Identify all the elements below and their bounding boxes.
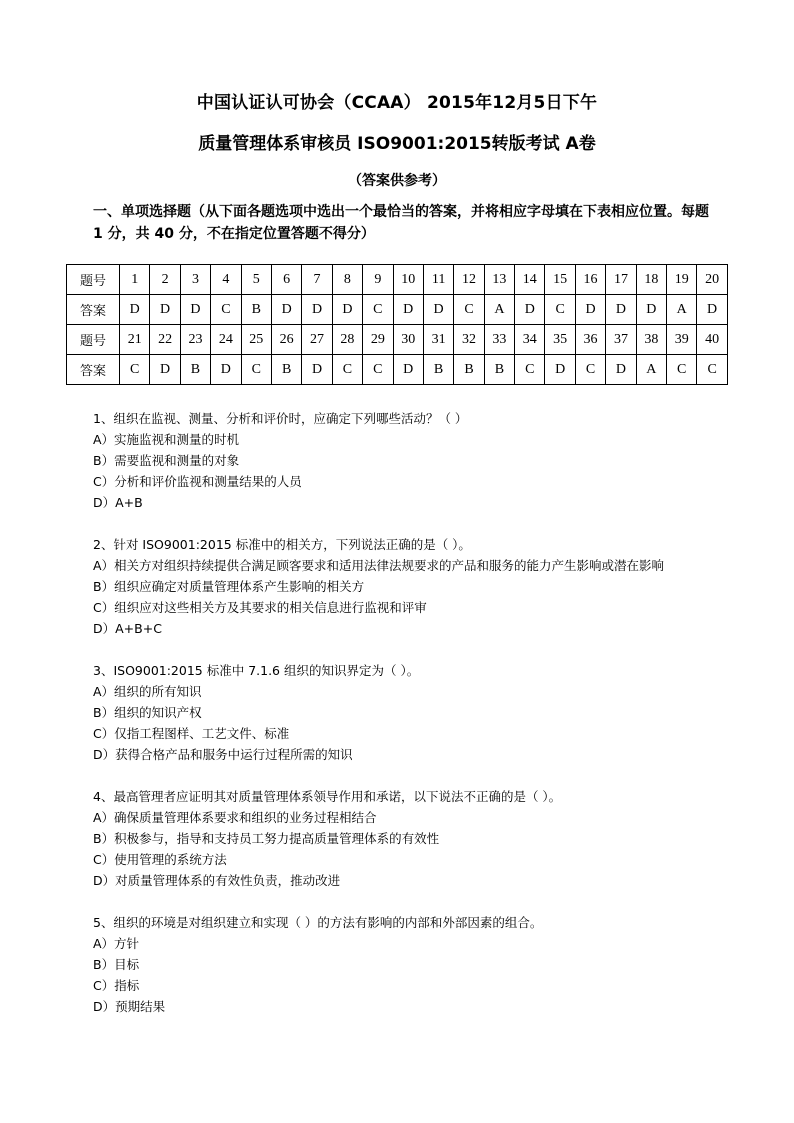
number-cell: 8 <box>332 265 362 295</box>
answer-cell: D <box>636 295 666 325</box>
number-cell: 15 <box>545 265 575 295</box>
answer-cell: B <box>241 295 271 325</box>
question-item <box>93 786 713 891</box>
answer-label-cell: 答案 <box>67 295 120 325</box>
number-cell: 38 <box>636 325 666 355</box>
question-option: C）分析和评价监视和测量结果的人员 <box>93 474 302 489</box>
number-cell: 28 <box>332 325 362 355</box>
number-label-cell: 题号 <box>67 265 120 295</box>
question-list <box>93 408 713 1038</box>
question-option: D）A+B <box>93 495 143 510</box>
number-cell: 19 <box>667 265 697 295</box>
number-cell: 5 <box>241 265 271 295</box>
answer-reference-note: （答案供参考） <box>348 173 446 189</box>
question-option: A）实施监视和测量的时机 <box>93 432 240 447</box>
question-option: B）组织的知识产权 <box>93 705 202 720</box>
exam-title-line2: 质量管理体系审核员 ISO9001:2015转版考试 A卷 <box>198 134 596 154</box>
number-cell: 3 <box>180 265 210 295</box>
number-cell: 37 <box>606 325 636 355</box>
number-cell: 4 <box>211 265 241 295</box>
answer-cell: D <box>423 295 453 325</box>
number-cell: 29 <box>363 325 393 355</box>
number-cell: 21 <box>120 325 150 355</box>
question-option: C）指标 <box>93 978 140 993</box>
question-option: C）组织应对这些相关方及其要求的相关信息进行监视和评审 <box>93 600 427 615</box>
answer-cell: D <box>211 355 241 385</box>
answer-cell: B <box>423 355 453 385</box>
number-cell: 27 <box>302 325 332 355</box>
question-option: A）组织的所有知识 <box>93 684 202 699</box>
question-stem: 2、针对 ISO9001:2015 标准中的相关方，下列说法正确的是（ ）。 <box>93 537 471 552</box>
question-stem: 1、组织在监视、测量、分析和评价时，应确定下列哪些活动？（ ） <box>93 411 468 426</box>
answer-cell: D <box>393 295 423 325</box>
number-cell: 20 <box>697 265 727 295</box>
answer-cell: C <box>211 295 241 325</box>
answer-cell: C <box>515 355 545 385</box>
number-cell: 16 <box>575 265 605 295</box>
answer-cell: D <box>697 295 727 325</box>
answer-cell: C <box>363 355 393 385</box>
question-option: B）需要监视和测量的对象 <box>93 453 240 468</box>
answer-cell: A <box>636 355 666 385</box>
answer-cell: A <box>667 295 697 325</box>
number-cell: 17 <box>606 265 636 295</box>
answer-cell: C <box>120 355 150 385</box>
answer-cell: D <box>515 295 545 325</box>
answer-cell: D <box>150 295 180 325</box>
number-cell: 13 <box>484 265 514 295</box>
answer-cell: C <box>241 355 271 385</box>
answer-cell: D <box>180 295 210 325</box>
answer-cell: D <box>120 295 150 325</box>
question-item <box>93 660 713 765</box>
number-cell: 35 <box>545 325 575 355</box>
answer-table <box>66 264 728 385</box>
answer-cell: C <box>454 295 484 325</box>
answer-cell: D <box>150 355 180 385</box>
number-cell: 7 <box>302 265 332 295</box>
number-cell: 9 <box>363 265 393 295</box>
answer-cell: D <box>302 295 332 325</box>
question-option: B）组织应确定对质量管理体系产生影响的相关方 <box>93 579 365 594</box>
question-item <box>93 912 713 1017</box>
answer-label-cell: 答案 <box>67 355 120 385</box>
number-label-cell: 题号 <box>67 325 120 355</box>
answer-cell: C <box>667 355 697 385</box>
question-option: B）积极参与，指导和支持员工努力提高质量管理体系的有效性 <box>93 831 440 846</box>
question-item <box>93 408 713 513</box>
answer-cell: D <box>606 295 636 325</box>
question-option: B）目标 <box>93 957 140 972</box>
number-cell: 32 <box>454 325 484 355</box>
answer-row <box>67 355 728 385</box>
number-cell: 10 <box>393 265 423 295</box>
answer-cell: D <box>545 355 575 385</box>
number-cell: 33 <box>484 325 514 355</box>
section-heading: 一、单项选择题（从下面各题选项中选出一个最恰当的答案，并将相应字母填在下表相应位置。每题 1 分，共 40 分，不在指定位置答题不得分） <box>93 204 709 242</box>
answer-cell: D <box>393 355 423 385</box>
answer-cell: D <box>271 295 301 325</box>
number-cell: 24 <box>211 325 241 355</box>
question-option: A）方针 <box>93 936 140 951</box>
question-stem: 3、ISO9001:2015 标准中 7.1.6 组织的知识界定为（ ）。 <box>93 663 420 678</box>
answer-cell: C <box>332 355 362 385</box>
answer-cell: C <box>575 355 605 385</box>
number-cell: 40 <box>697 325 727 355</box>
number-cell: 23 <box>180 325 210 355</box>
question-option: C）仅指工程图样、工艺文件、标准 <box>93 726 290 741</box>
answer-cell: B <box>454 355 484 385</box>
answer-cell: B <box>484 355 514 385</box>
question-option: D）A+B+C <box>93 621 162 636</box>
number-cell: 36 <box>575 325 605 355</box>
answer-row <box>67 295 728 325</box>
answer-cell: D <box>332 295 362 325</box>
number-cell: 39 <box>667 325 697 355</box>
number-cell: 25 <box>241 325 271 355</box>
answer-cell: C <box>545 295 575 325</box>
number-cell: 2 <box>150 265 180 295</box>
answer-cell: B <box>271 355 301 385</box>
answer-cell: C <box>697 355 727 385</box>
number-row <box>67 265 728 295</box>
number-cell: 18 <box>636 265 666 295</box>
number-cell: 34 <box>515 325 545 355</box>
answer-cell: D <box>575 295 605 325</box>
question-option: C）使用管理的系统方法 <box>93 852 227 867</box>
question-stem: 5、组织的环境是对组织建立和实现（ ）的方法有影响的内部和外部因素的组合。 <box>93 915 543 930</box>
question-option: A）确保质量管理体系要求和组织的业务过程相结合 <box>93 810 377 825</box>
answer-cell: A <box>484 295 514 325</box>
number-cell: 26 <box>271 325 301 355</box>
number-cell: 22 <box>150 325 180 355</box>
number-cell: 14 <box>515 265 545 295</box>
answer-cell: D <box>606 355 636 385</box>
number-cell: 31 <box>423 325 453 355</box>
question-item <box>93 534 713 639</box>
question-option: A）相关方对组织持续提供合满足顾客要求和适用法律法规要求的产品和服务的能力产生影响或潜在影响 <box>93 558 665 573</box>
question-option: D）预期结果 <box>93 999 166 1014</box>
number-cell: 11 <box>423 265 453 295</box>
answer-cell: B <box>180 355 210 385</box>
question-stem: 4、最高管理者应证明其对质量管理体系领导作用和承诺，以下说法不正确的是（ ）。 <box>93 789 562 804</box>
answer-cell: C <box>363 295 393 325</box>
question-option: D）对质量管理体系的有效性负责，推动改进 <box>93 873 341 888</box>
answer-cell: D <box>302 355 332 385</box>
number-cell: 30 <box>393 325 423 355</box>
number-cell: 1 <box>120 265 150 295</box>
question-option: D）获得合格产品和服务中运行过程所需的知识 <box>93 747 353 762</box>
exam-title-line1: 中国认证认可协会（CCAA） 2015年12月5日下午 <box>196 93 598 113</box>
number-cell: 6 <box>271 265 301 295</box>
number-cell: 12 <box>454 265 484 295</box>
number-row <box>67 325 728 355</box>
